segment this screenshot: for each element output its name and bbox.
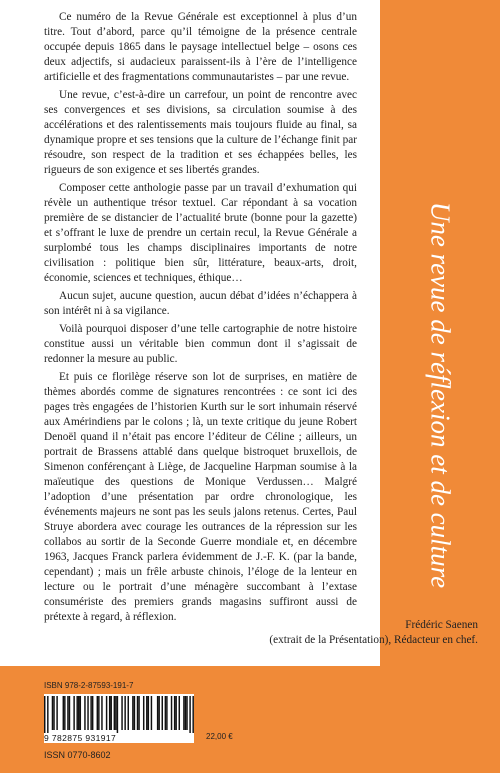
signature-role: (extrait de la Présentation), Rédacteur en chef.: [269, 634, 478, 646]
barcode-bar: [114, 696, 115, 730]
signature: [158, 618, 478, 648]
barcode-bar: [87, 696, 88, 730]
barcode-bar: [121, 696, 122, 730]
barcode-bars: [44, 694, 194, 734]
signature-author: Frédéric Saenen: [405, 619, 478, 631]
barcode-bar: [64, 696, 65, 730]
barcode-bar: [157, 696, 158, 730]
barcode-bar: [117, 696, 118, 734]
barcode-bar: [134, 696, 135, 730]
barcode-bar: [67, 696, 68, 730]
barcode-bar: [84, 696, 85, 730]
barcode-bar: [101, 696, 102, 730]
barcode-bar: [106, 696, 107, 730]
barcode-bar: [47, 696, 48, 734]
barcode-bar: [52, 696, 53, 730]
barcode-bar: [143, 696, 144, 730]
issn-label: ISSN 0770-8602: [44, 750, 111, 760]
paragraph: Voilà pourquoi disposer d’une telle cartographie de notre histoire constitue aussi un véritable bien commun dont il s’agissait de redonner la mesure au public.: [44, 323, 357, 365]
barcode-bar: [78, 696, 79, 730]
paragraph: Et puis ce florilège réserve son lot de surprises, en matière de thèmes abordés comme de signatures rencontrées : ce sont ici des pages très engagées de l’historien Kurth sur le sort inhumain réservé aux Amérindiens par le colons ; là, un texte critique du jeune Robert Denoël quand il n’était pas encore l’éditeur de Céline ; ailleurs, un portrait de Brassens attablé dans quelque bistroquet bruxellois, de Simenon conférençant à Liège, de Jacqueline Harpman soumise à la maïeutique des questions de Monique Verdussen… Malgré l’adoption d’une présentation par ordre chronologique, les événements majeurs ne sont pas les seuls jalons retenus. Certes, Paul Struye abordera avec courage les outrances de la répression sur les collabos au sortir de la Seconde Guerre mondiale et, en décembre 1963, Jacques Franck parlera évidemment de J.-F. K. (par la bande, cependant) ; mais un frêle arbuste chinois, l’éloge de la lenteur en lecture ou le portrait d’une ménagère succombant à l’extase consumériste des premiers grands magasins suffiront aussi de prétexte à regard, à réflexion.: [44, 371, 357, 623]
barcode-bar: [171, 696, 172, 730]
paragraph: Ce numéro de la Revue Générale est exceptionnel à plus d’un titre. Tout d’abord, parce qu’il témoigne de la présence centrale occupée depuis 1865 dans le paysage intellectuel belge – osons ces deux adjectifs, si audacieux paraissent-ils à l’ère de l’intelligence artificielle et des fragmentations communautaristes – par une revue.: [44, 11, 357, 83]
side-title: Une revue de réflexion et de culture: [425, 201, 456, 589]
barcode-bar: [44, 696, 45, 734]
barcode-bar: [53, 696, 54, 730]
barcode-bar: [109, 696, 110, 730]
barcode-bar: [73, 696, 74, 730]
paragraph: Composer cette anthologie passe par un travail d’exhumation qui révèle un authentique trésor textuel. Car répondant à sa vocation première de se distancier de l’actualité brute (bonne pour la gazette) et s’offrant le luxe de prendre un certain recul, la Revue Générale a surplombé tous les champs disciplinaires importants de notre civilisation : politique bien sûr, littérature, beaux-arts, droit, économie, sciences et techniques, éthique…: [44, 182, 357, 284]
barcode-bar: [76, 696, 77, 730]
barcode-bar: [69, 696, 70, 730]
isbn-label: ISBN 978-2-87593-191-7: [44, 681, 134, 690]
barcode-bar: [110, 696, 111, 730]
barcode-bar: [56, 696, 57, 730]
paragraph: Une revue, c’est-à-dire un carrefour, un point de rencontre avec ses convergences et ses divisions, sa circulation soumise à des accélérations et des ralentissements mais toujours fluide au final, sa dynamique propre et ses tensions que la culture de l’échange finit par résoudre, son respect de la tradition et ses échappées belles, les rigueurs de son exigence et ses libertés grandes.: [44, 89, 357, 176]
barcode-bar: [115, 696, 116, 730]
barcode-bar: [162, 696, 163, 730]
barcode-bar: [183, 696, 184, 730]
barcode-bar: [165, 696, 166, 730]
barcode-bar: [128, 696, 129, 730]
barcode-bar: [175, 696, 176, 730]
paragraph: Aucun sujet, aucune question, aucun débat d’idées n’échappera à son intérêt ni à sa vigilance.: [44, 290, 357, 317]
barcode-bar: [63, 696, 64, 730]
barcode-bar: [151, 696, 152, 730]
barcode-bar: [98, 696, 99, 730]
barcode-bar: [185, 696, 186, 730]
price: 22,00 €: [206, 732, 233, 741]
barcode-bar: [148, 696, 149, 730]
barcode-bar: [146, 696, 147, 730]
barcode-bar: [124, 696, 125, 730]
barcode-bar: [158, 696, 159, 730]
barcode-bar: [189, 696, 190, 734]
barcode-bar: [166, 696, 167, 730]
barcode-bar: [138, 696, 139, 730]
barcode-bar: [192, 696, 193, 734]
barcode-bar: [174, 696, 175, 730]
barcode-bar: [186, 696, 187, 730]
barcode-bar: [90, 696, 91, 730]
barcode-bar: [132, 696, 133, 730]
barcode-bar: [97, 696, 98, 730]
barcode-bar: [179, 696, 180, 730]
barcode-digits: 9 782875 931917: [44, 733, 194, 743]
barcode-bar: [137, 696, 138, 730]
barcode-bar: [80, 696, 81, 730]
barcode-bar: [92, 696, 93, 730]
presentation-text: [44, 10, 357, 628]
